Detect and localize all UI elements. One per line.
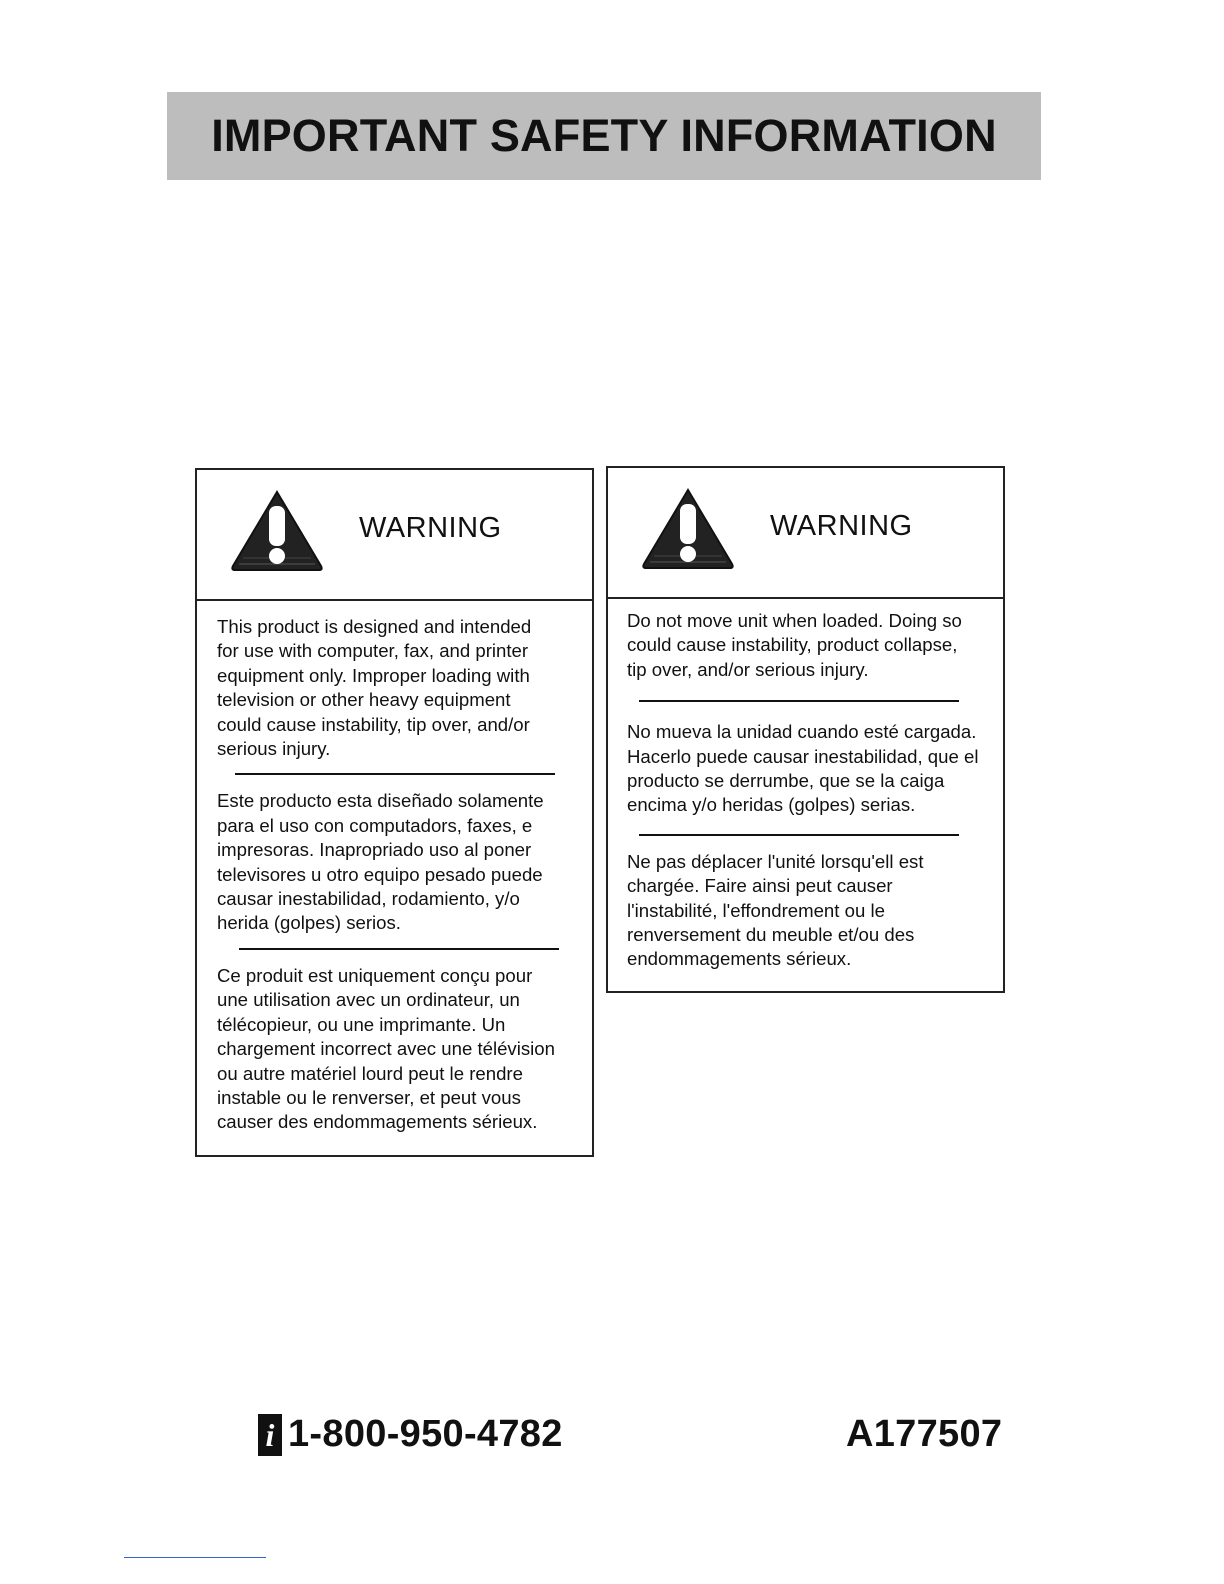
part-number: A177507 — [846, 1413, 1003, 1455]
warning-box-right — [606, 466, 1005, 993]
title-banner — [167, 92, 1041, 180]
divider — [639, 700, 959, 702]
phone-number: 1-800-950-4782 — [288, 1413, 563, 1455]
divider — [639, 834, 959, 836]
warning-title: WARNING — [359, 512, 502, 544]
warning-triangle-icon — [229, 488, 325, 574]
warning-text-spanish: Este producto esta diseñado solamente para el uso con computadors, faxes, e impresoras. Inapropriado uso al poner televisores u otro equipo pesado puede causar inestabilidad, rodamiento, y/o herida (golpes) serios. — [217, 790, 544, 934]
support-phone — [258, 1413, 563, 1456]
divider — [239, 948, 559, 950]
bottom-rule — [124, 1557, 266, 1558]
page-title: IMPORTANT SAFETY INFORMATION — [211, 110, 997, 161]
info-icon: i — [258, 1414, 282, 1456]
warning-header — [608, 468, 1003, 599]
divider — [235, 773, 555, 775]
warning-body — [608, 599, 1003, 972]
warning-triangle-icon — [640, 486, 736, 572]
warning-title: WARNING — [770, 510, 913, 542]
warning-text-spanish: No mueva la unidad cuando esté cargada. Hacerlo puede causar inestabilidad, que el producto se derrumbe, que se la caiga encima y/o heridas (golpes) serias. — [627, 721, 979, 816]
warning-text-english: Do not move unit when loaded. Doing so could cause instability, product collapse, tip over, and/or serious injury. — [627, 610, 962, 680]
warning-box-left — [195, 468, 594, 1157]
warning-text-french: Ce produit est uniquement conçu pour une utilisation avec un ordinateur, un télécopieur, ou une imprimante. Un chargement incorrect avec une télévision ou autre matériel lourd peut le rendre instable ou le renverser, et peut vous causer des endommagements sérieux. — [217, 964, 555, 1133]
warning-body — [197, 601, 592, 1135]
warning-header — [197, 470, 592, 601]
warning-text-french: Ne pas déplacer l'unité lorsqu'ell est chargée. Faire ainsi peut causer l'instabilité, l'effondrement ou le renversement du meuble et/ou des endommagements sérieux. — [627, 850, 924, 970]
warning-text-english: This product is designed and intended for use with computer, fax, and printer equipment only. Improper loading with television or other heavy equipment could cause instability, tip over, and/or serious injury. — [217, 616, 532, 760]
